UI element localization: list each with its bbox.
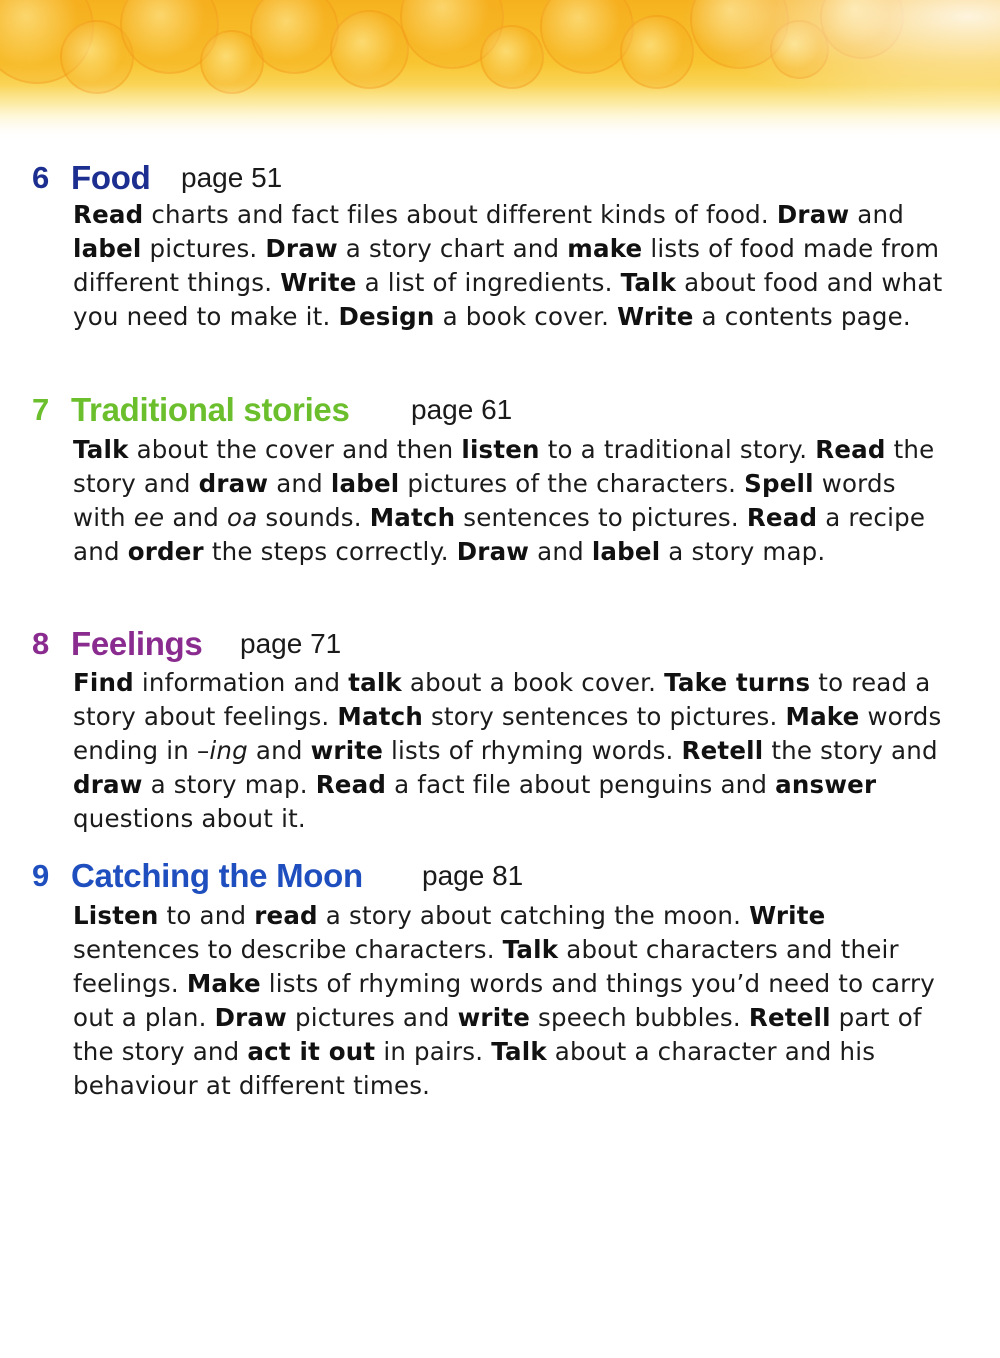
action-keyword: Talk bbox=[491, 1037, 547, 1066]
description-text: speech bubbles. bbox=[530, 1003, 749, 1032]
unit-page: page 51 bbox=[181, 162, 283, 193]
action-keyword: Find bbox=[73, 668, 134, 697]
action-keyword: Take turns bbox=[664, 668, 811, 697]
description-text: and bbox=[164, 503, 227, 532]
description-text: sentences to describe characters. bbox=[73, 935, 503, 964]
description-text: about food and what you need to make it. bbox=[73, 268, 943, 331]
description-text: the story and bbox=[73, 435, 935, 498]
unit-heading bbox=[0, 856, 1000, 896]
action-keyword: Write bbox=[749, 901, 826, 930]
unit-title: Catching the Moon bbox=[71, 857, 363, 894]
description-text: story sentences to pictures. bbox=[423, 702, 786, 731]
unit-description bbox=[73, 899, 953, 1103]
action-keyword: make bbox=[567, 234, 643, 263]
unit-page: page 71 bbox=[240, 628, 342, 659]
unit-description bbox=[73, 433, 953, 569]
description-text: a story chart and bbox=[337, 234, 568, 263]
decorative-bubble bbox=[480, 25, 544, 89]
description-text: and bbox=[849, 200, 904, 229]
action-keyword: Talk bbox=[620, 268, 677, 297]
action-keyword: Read bbox=[746, 503, 818, 532]
action-keyword: Listen bbox=[73, 901, 159, 930]
unit-description bbox=[73, 198, 953, 334]
description-text: and bbox=[268, 469, 331, 498]
action-keyword: Retell bbox=[681, 736, 764, 765]
unit-title: Traditional stories bbox=[71, 391, 350, 428]
description-text: to read a story about feelings. bbox=[73, 668, 931, 731]
action-keyword: Draw bbox=[776, 200, 850, 229]
action-keyword: Match bbox=[369, 503, 456, 532]
description-text: about the cover and then bbox=[128, 435, 462, 464]
description-text: sentences to pictures. bbox=[455, 503, 747, 532]
description-text: part of the story and bbox=[73, 1003, 922, 1066]
description-text: a story map. bbox=[142, 770, 316, 799]
description-text: to a traditional story. bbox=[539, 435, 816, 464]
description-text: the steps correctly. bbox=[203, 537, 457, 566]
action-keyword: Design bbox=[338, 302, 435, 331]
description-text: lists of rhyming words. bbox=[383, 736, 682, 765]
unit-section bbox=[0, 390, 1000, 566]
unit-page: page 61 bbox=[411, 394, 513, 425]
action-keyword: write bbox=[457, 1003, 531, 1032]
action-keyword: Make bbox=[785, 702, 860, 731]
description-text: a story about catching the moon. bbox=[317, 901, 750, 930]
action-keyword: read bbox=[254, 901, 318, 930]
description-text: and bbox=[529, 537, 592, 566]
action-keyword: Spell bbox=[744, 469, 814, 498]
unit-page: page 81 bbox=[422, 860, 524, 891]
decorative-bubble bbox=[540, 0, 634, 74]
action-keyword: label bbox=[73, 234, 142, 263]
action-keyword: act it out bbox=[247, 1037, 376, 1066]
unit-number: 7 bbox=[32, 392, 50, 427]
emphasis-text: oa bbox=[227, 503, 258, 532]
action-keyword: Read bbox=[73, 200, 144, 229]
description-text: a fact file about penguins and bbox=[386, 770, 776, 799]
unit-heading bbox=[0, 390, 1000, 430]
action-keyword: label bbox=[591, 537, 661, 566]
description-text: pictures and bbox=[286, 1003, 458, 1032]
action-keyword: Draw bbox=[265, 234, 338, 263]
action-keyword: Draw bbox=[214, 1003, 287, 1032]
unit-number: 6 bbox=[32, 160, 50, 195]
action-keyword: answer bbox=[775, 770, 877, 799]
header-banner bbox=[0, 0, 1000, 140]
unit-number: 8 bbox=[32, 626, 50, 661]
action-keyword: draw bbox=[198, 469, 269, 498]
description-text: charts and fact files about different kinds of food. bbox=[143, 200, 777, 229]
description-text: about characters and their feelings. bbox=[73, 935, 899, 998]
action-keyword: write bbox=[310, 736, 384, 765]
decorative-bubble bbox=[330, 10, 409, 89]
description-text: to and bbox=[158, 901, 255, 930]
unit-section bbox=[0, 856, 1000, 1100]
description-text: words ending in – bbox=[73, 702, 942, 765]
unit-title: Feelings bbox=[71, 625, 203, 662]
description-text: a recipe and bbox=[73, 503, 926, 566]
action-keyword: Write bbox=[617, 302, 694, 331]
description-text: a book cover. bbox=[434, 302, 618, 331]
description-text: in pairs. bbox=[375, 1037, 492, 1066]
description-text: questions about it. bbox=[73, 804, 306, 833]
action-keyword: Retell bbox=[748, 1003, 831, 1032]
unit-title: Food bbox=[71, 159, 151, 196]
description-text: pictures of the characters. bbox=[399, 469, 745, 498]
description-text: and bbox=[247, 736, 311, 765]
banner-fade bbox=[0, 85, 1000, 140]
action-keyword: draw bbox=[73, 770, 143, 799]
description-text: a contents page. bbox=[693, 302, 911, 331]
description-text: sounds. bbox=[257, 503, 370, 532]
description-text: the story and bbox=[763, 736, 938, 765]
description-text: lists of rhyming words and things you’d need to carry out a plan. bbox=[73, 969, 935, 1032]
unit-heading bbox=[0, 624, 1000, 664]
description-text: a story map. bbox=[660, 537, 826, 566]
action-keyword: Talk bbox=[502, 935, 559, 964]
action-keyword: Read bbox=[315, 770, 387, 799]
action-keyword: Talk bbox=[73, 435, 129, 464]
description-text: a list of ingredients. bbox=[356, 268, 621, 297]
action-keyword: Match bbox=[337, 702, 423, 731]
action-keyword: Write bbox=[280, 268, 357, 297]
action-keyword: Make bbox=[186, 969, 261, 998]
description-text: about a book cover. bbox=[401, 668, 665, 697]
description-text: pictures. bbox=[141, 234, 266, 263]
description-text: lists of food made from different things. bbox=[73, 234, 940, 297]
action-keyword: order bbox=[127, 537, 204, 566]
emphasis-text: ing bbox=[209, 736, 248, 765]
unit-section bbox=[0, 158, 1000, 331]
action-keyword: label bbox=[330, 469, 400, 498]
description-text: about a character and his behaviour at different times. bbox=[73, 1037, 876, 1100]
action-keyword: talk bbox=[348, 668, 402, 697]
description-text: words with bbox=[73, 469, 896, 532]
emphasis-text: ee bbox=[133, 503, 165, 532]
action-keyword: listen bbox=[461, 435, 540, 464]
unit-description bbox=[73, 666, 953, 836]
action-keyword: Draw bbox=[456, 537, 530, 566]
description-text: information and bbox=[133, 668, 349, 697]
unit-heading bbox=[0, 158, 1000, 198]
action-keyword: Read bbox=[815, 435, 886, 464]
unit-section bbox=[0, 624, 1000, 833]
unit-number: 9 bbox=[32, 858, 50, 893]
